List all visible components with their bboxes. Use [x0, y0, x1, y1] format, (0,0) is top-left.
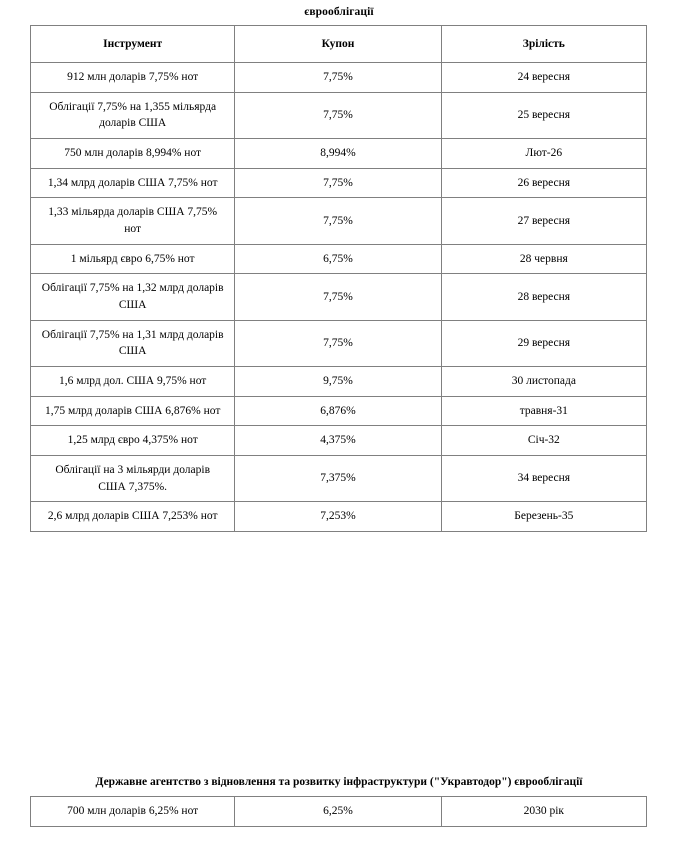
- cell-maturity: Січ-32: [441, 426, 646, 456]
- section-title: Державне агентство з відновлення та розвитку інфраструктури ("Укравтодор") єврооблігації: [95, 776, 583, 788]
- cell-instrument: 1 мільярд євро 6,75% нот: [31, 244, 235, 274]
- cell-coupon: 7,75%: [235, 198, 441, 244]
- eurobonds-table: [30, 25, 647, 532]
- cell-instrument: Облігації 7,75% на 1,355 мільярда доларів США: [31, 92, 235, 138]
- page-title: єврооблігації: [304, 6, 374, 18]
- cell-instrument: Облігації на 3 мільярди доларів США 7,375%.: [31, 456, 235, 502]
- cell-coupon: 4,375%: [235, 426, 441, 456]
- table-row: [31, 244, 647, 274]
- ukravtodor-table: [30, 796, 647, 827]
- cell-instrument: 912 млн доларів 7,75% нот: [31, 63, 235, 93]
- cell-coupon: 7,253%: [235, 502, 441, 532]
- cell-coupon: 7,75%: [235, 92, 441, 138]
- cell-maturity: 27 вересня: [441, 198, 646, 244]
- column-header-coupon: Купон: [235, 26, 441, 63]
- table-row: [31, 139, 647, 169]
- cell-maturity: 2030 рік: [441, 797, 646, 827]
- cell-maturity: 29 вересня: [441, 320, 646, 366]
- cell-maturity: 26 вересня: [441, 168, 646, 198]
- cell-coupon: 6,75%: [235, 244, 441, 274]
- cell-coupon: 7,75%: [235, 274, 441, 320]
- table-row: [31, 426, 647, 456]
- table-row: [31, 367, 647, 397]
- table-header-row: [31, 26, 647, 63]
- cell-instrument: 700 млн доларів 6,25% нот: [31, 797, 235, 827]
- table-row: [31, 198, 647, 244]
- cell-coupon: 6,25%: [235, 797, 441, 827]
- table-row: [31, 168, 647, 198]
- cell-coupon: 7,75%: [235, 168, 441, 198]
- cell-maturity: 28 вересня: [441, 274, 646, 320]
- cell-maturity: 25 вересня: [441, 92, 646, 138]
- cell-maturity: 24 вересня: [441, 63, 646, 93]
- cell-coupon: 7,75%: [235, 63, 441, 93]
- cell-instrument: 750 млн доларів 8,994% нот: [31, 139, 235, 169]
- ukravtodor-section: [0, 776, 678, 827]
- table-row: [31, 456, 647, 502]
- cell-maturity: Березень-35: [441, 502, 646, 532]
- cell-maturity: 34 вересня: [441, 456, 646, 502]
- table-row: [31, 396, 647, 426]
- cell-instrument: 1,33 мільярда доларів США 7,75% нот: [31, 198, 235, 244]
- cell-coupon: 7,375%: [235, 456, 441, 502]
- cell-instrument: 2,6 млрд доларів США 7,253% нот: [31, 502, 235, 532]
- cell-instrument: 1,34 млрд доларів США 7,75% нот: [31, 168, 235, 198]
- cell-coupon: 6,876%: [235, 396, 441, 426]
- cell-coupon: 9,75%: [235, 367, 441, 397]
- table-row: [31, 92, 647, 138]
- cell-maturity: Лют-26: [441, 139, 646, 169]
- cell-coupon: 7,75%: [235, 320, 441, 366]
- table-row: [31, 274, 647, 320]
- column-header-maturity: Зрілість: [441, 26, 646, 63]
- cell-maturity: 30 листопада: [441, 367, 646, 397]
- cell-instrument: Облігації 7,75% на 1,32 млрд доларів США: [31, 274, 235, 320]
- cell-instrument: 1,75 млрд доларів США 6,876% нот: [31, 396, 235, 426]
- cell-coupon: 8,994%: [235, 139, 441, 169]
- cell-instrument: 1,25 млрд євро 4,375% нот: [31, 426, 235, 456]
- column-header-instrument: Інструмент: [31, 26, 235, 63]
- table-row: [31, 63, 647, 93]
- cell-instrument: 1,6 млрд дол. США 9,75% нот: [31, 367, 235, 397]
- cell-instrument: Облігації 7,75% на 1,31 млрд доларів США: [31, 320, 235, 366]
- table-row: [31, 502, 647, 532]
- table-row: [31, 797, 647, 827]
- cell-maturity: травня-31: [441, 396, 646, 426]
- cell-maturity: 28 червня: [441, 244, 646, 274]
- table-row: [31, 320, 647, 366]
